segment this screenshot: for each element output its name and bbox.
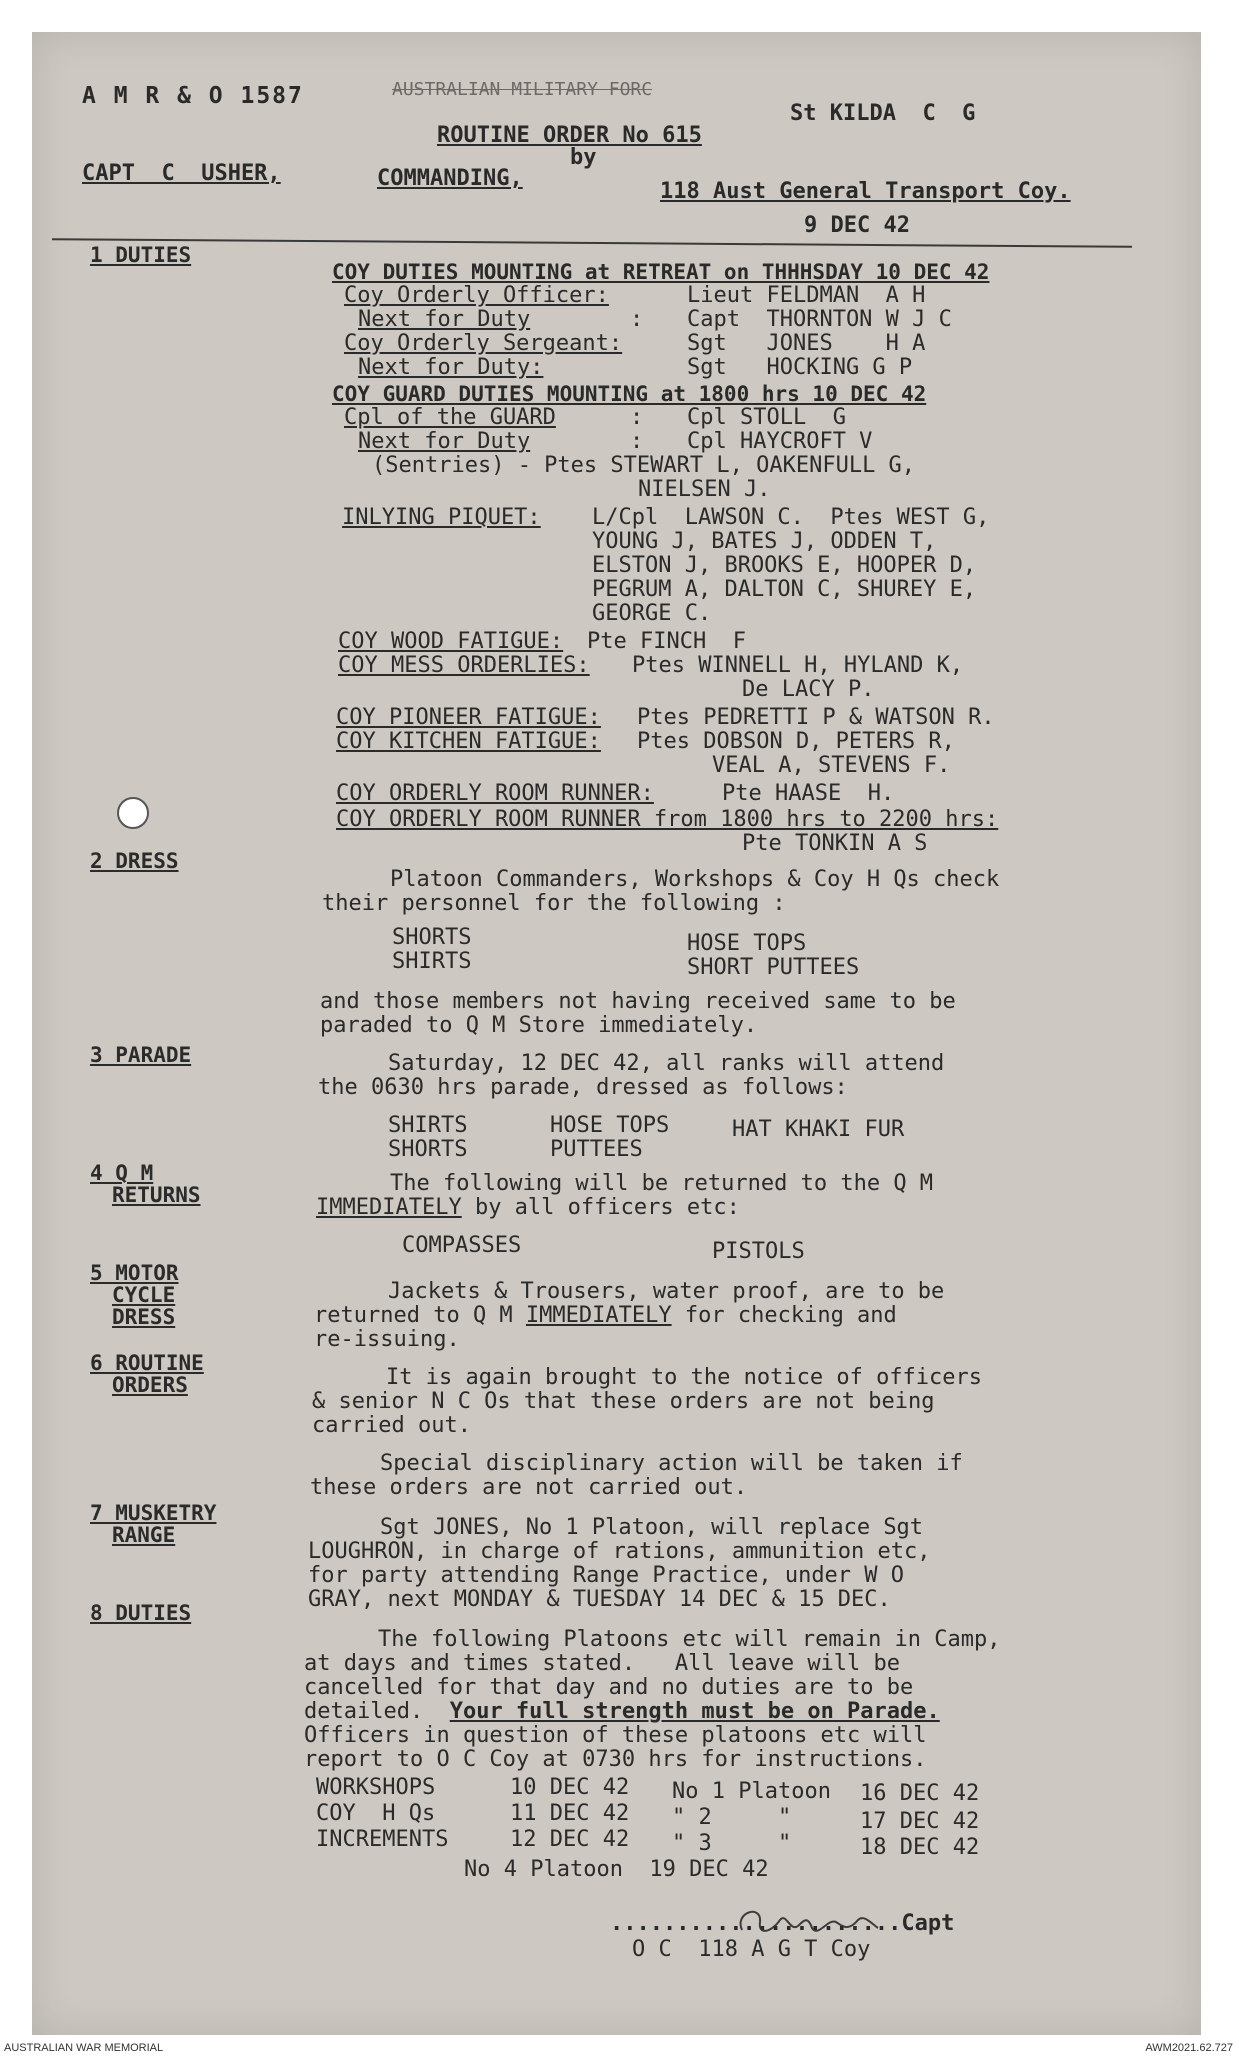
piquet-line: PEGRUM A, DALTON C, SHUREY E, — [592, 577, 977, 602]
parade-text: the 0630 hrs parade, dressed as follows: — [318, 1075, 848, 1100]
punch-hole — [117, 797, 149, 829]
duties8-text: report to O C Coy at 0730 hrs for instructions. — [304, 1747, 927, 1772]
duty-person: Sgt JONES H A — [687, 331, 926, 356]
duty-person: Ptes DOBSON D, PETERS R, — [637, 729, 955, 754]
duty-role: COY PIONEER FATIGUE: — [336, 705, 601, 730]
schedule-unit: INCREMENTS — [316, 1827, 449, 1852]
guard-heading: COY GUARD DUTIES MOUNTING at 1800 hrs 10 DEC 42 — [332, 382, 927, 406]
duty-role: COY MESS ORDERLIES: — [338, 653, 590, 678]
piquet-line: ELSTON J, BROOKS E, HOOPER D, — [592, 553, 977, 578]
header-rule — [52, 238, 1132, 248]
duties8-text: cancelled for that day and no duties are to be — [304, 1675, 914, 1700]
duty-person: Ptes PEDRETTI P & WATSON R. — [637, 705, 995, 730]
qm-item: PISTOLS — [712, 1239, 805, 1264]
signature-line: ......................Capt — [610, 1911, 955, 1936]
duty-person: Ptes WINNELL H, HYLAND K, — [632, 653, 964, 678]
schedule-unit: " 3 " — [672, 1831, 792, 1856]
duty-role: Cpl of the GUARD — [344, 405, 556, 430]
signature-title: O C 118 A G T Coy — [632, 1937, 871, 1962]
dress-text: paraded to Q M Store immediately. — [320, 1013, 758, 1038]
duty-role: Coy Orderly Sergeant: — [344, 331, 623, 356]
musketry-text: LOUGHRON, in charge of rations, ammunition etc, — [308, 1539, 931, 1564]
schedule-date: 17 DEC 42 — [860, 1809, 980, 1834]
routine-text: Special disciplinary action will be taken if — [380, 1451, 963, 1476]
document-page — [32, 32, 1201, 2035]
schedule-date: 18 DEC 42 — [860, 1835, 980, 1860]
schedule-line: No 4 Platoon 19 DEC 42 — [464, 1857, 769, 1882]
commanding-officer: CAPT C USHER, — [82, 161, 281, 186]
duty-role: Coy Orderly Officer: — [344, 283, 609, 308]
parade-text: Saturday, 12 DEC 42, all ranks will attend — [388, 1051, 945, 1076]
duty-person: VEAL A, STEVENS F. — [712, 753, 951, 778]
schedule-date: 16 DEC 42 — [860, 1781, 980, 1806]
motor-text: Jackets & Trousers, water proof, are to be — [388, 1279, 945, 1304]
archive-credit: AUSTRALIAN WAR MEMORIAL — [4, 2042, 164, 2054]
parade-item: HOSE TOPS — [550, 1113, 670, 1138]
duty-person: Pte HAASE H. — [722, 781, 895, 806]
section-8-label: 8 DUTIES — [90, 1601, 192, 1625]
order-date: 9 DEC 42 — [804, 213, 910, 238]
section-7-label: 7 MUSKETRY RANGE — [90, 1501, 217, 1547]
dress-item: SHORT PUTTEES — [687, 955, 860, 980]
duty-person: Cpl STOLL G — [687, 405, 846, 430]
dress-item: HOSE TOPS — [687, 931, 807, 956]
motor-text: re-issuing. — [314, 1327, 460, 1352]
duty-person: Cpl HAYCROFT V — [687, 429, 873, 454]
schedule-date: 12 DEC 42 — [510, 1827, 630, 1852]
duty-role: Next for Duty: — [358, 355, 544, 380]
parade-item: HAT KHAKI FUR — [732, 1117, 905, 1142]
duty-person: Lieut FELDMAN A H — [687, 283, 926, 308]
piquet-line: YOUNG J, BATES J, ODDEN T, — [592, 529, 937, 554]
schedule-unit: WORKSHOPS — [316, 1775, 436, 1800]
duty-colon: : — [630, 429, 644, 454]
schedule-date: 11 DEC 42 — [510, 1801, 630, 1826]
duties8-text: The following Platoons etc will remain in Camp, — [378, 1627, 1001, 1652]
duty-role: Next for Duty — [358, 307, 531, 332]
qm-text: IMMEDIATELY by all officers etc: — [316, 1195, 740, 1220]
sentries-line: NIELSEN J. — [638, 477, 771, 502]
duties8-text: at days and times stated. All leave will be — [304, 1651, 901, 1676]
dress-item: SHORTS — [392, 925, 472, 950]
duty-role: COY WOOD FATIGUE: — [338, 629, 564, 654]
duty-role: COY KITCHEN FATIGUE: — [336, 729, 601, 754]
location: St KILDA C G — [790, 101, 976, 126]
piquet-line: GEORGE C. — [592, 601, 712, 626]
dress-text: Platoon Commanders, Workshops & Coy H Qs check — [390, 867, 1000, 892]
schedule-unit: " 2 " — [672, 1805, 792, 1830]
reference-number: A M R & O 1587 — [82, 83, 304, 109]
routine-text: these orders are not carried out. — [310, 1475, 748, 1500]
commanding-label: COMMANDING, — [377, 166, 523, 191]
duties-heading: COY DUTIES MOUNTING at RETREAT on THHHSDAY 10 DEC 42 — [332, 260, 990, 284]
routine-text: carried out. — [312, 1413, 471, 1438]
duty-role: COY ORDERLY ROOM RUNNER from 1800 hrs to 2200 hrs: — [336, 807, 999, 832]
duty-person: Capt THORNTON W J C — [687, 307, 952, 332]
duty-person: Sgt HOCKING G P — [687, 355, 913, 380]
section-6-label: 6 ROUTINE ORDERS — [90, 1351, 204, 1397]
musketry-text: Sgt JONES, No 1 Platoon, will replace Sgt — [380, 1515, 924, 1540]
schedule-unit: COY H Qs — [316, 1801, 436, 1826]
section-4-label: 4 Q M RETURNS — [90, 1161, 201, 1207]
motor-text: returned to Q M IMMEDIATELY for checking and — [314, 1303, 897, 1328]
duty-role: COY ORDERLY ROOM RUNNER: — [336, 781, 654, 806]
piquet-line: L/Cpl LAWSON C. Ptes WEST G, — [592, 505, 990, 530]
schedule-unit: No 1 Platoon — [672, 1779, 831, 1804]
dress-text: and those members not having received same to be — [320, 989, 956, 1014]
routine-text: & senior N C Os that these orders are not being — [312, 1389, 935, 1414]
section-5-label: 5 MOTOR CYCLE DRESS — [90, 1261, 179, 1329]
order-by: by — [570, 145, 597, 170]
parade-item: PUTTEES — [550, 1137, 643, 1162]
order-title: ROUTINE ORDER No 615 — [437, 123, 702, 148]
qm-item: COMPASSES — [402, 1233, 522, 1258]
duties8-text: Officers in question of these platoons etc will — [304, 1723, 927, 1748]
musketry-text: GRAY, next MONDAY & TUESDAY 14 DEC & 15 DEC. — [308, 1587, 891, 1612]
duty-role: Next for Duty — [358, 429, 531, 454]
parade-item: SHORTS — [388, 1137, 468, 1162]
archive-reference: AWM2021.62.727 — [1145, 2042, 1233, 2054]
qm-text: The following will be returned to the Q M — [390, 1171, 934, 1196]
section-2-label: 2 DRESS — [90, 849, 179, 873]
unit-name: 118 Aust General Transport Coy. — [660, 179, 1071, 204]
struck-heading: AUSTRALIAN MILITARY FORC — [392, 79, 653, 100]
section-1-label: 1 DUTIES — [90, 243, 192, 267]
duty-colon: : — [630, 405, 644, 430]
musketry-text: for party attending Range Practice, under W O — [308, 1563, 905, 1588]
duty-person: De LACY P. — [742, 677, 875, 702]
routine-text: It is again brought to the notice of officers — [386, 1365, 983, 1390]
duty-role: INLYING PIQUET: — [342, 505, 541, 530]
duty-person: Pte FINCH F — [587, 629, 746, 654]
schedule-date: 10 DEC 42 — [510, 1775, 630, 1800]
duties8-text: detailed. Your full strength must be on Parade. — [304, 1699, 940, 1724]
duty-colon: : — [630, 307, 644, 332]
duty-person: Pte TONKIN A S — [742, 831, 928, 856]
parade-item: SHIRTS — [388, 1113, 468, 1138]
sentries-line: (Sentries) - Ptes STEWART L, OAKENFULL G, — [372, 453, 916, 478]
dress-item: SHIRTS — [392, 949, 472, 974]
dress-text: their personnel for the following : — [322, 891, 786, 916]
section-3-label: 3 PARADE — [90, 1043, 192, 1067]
